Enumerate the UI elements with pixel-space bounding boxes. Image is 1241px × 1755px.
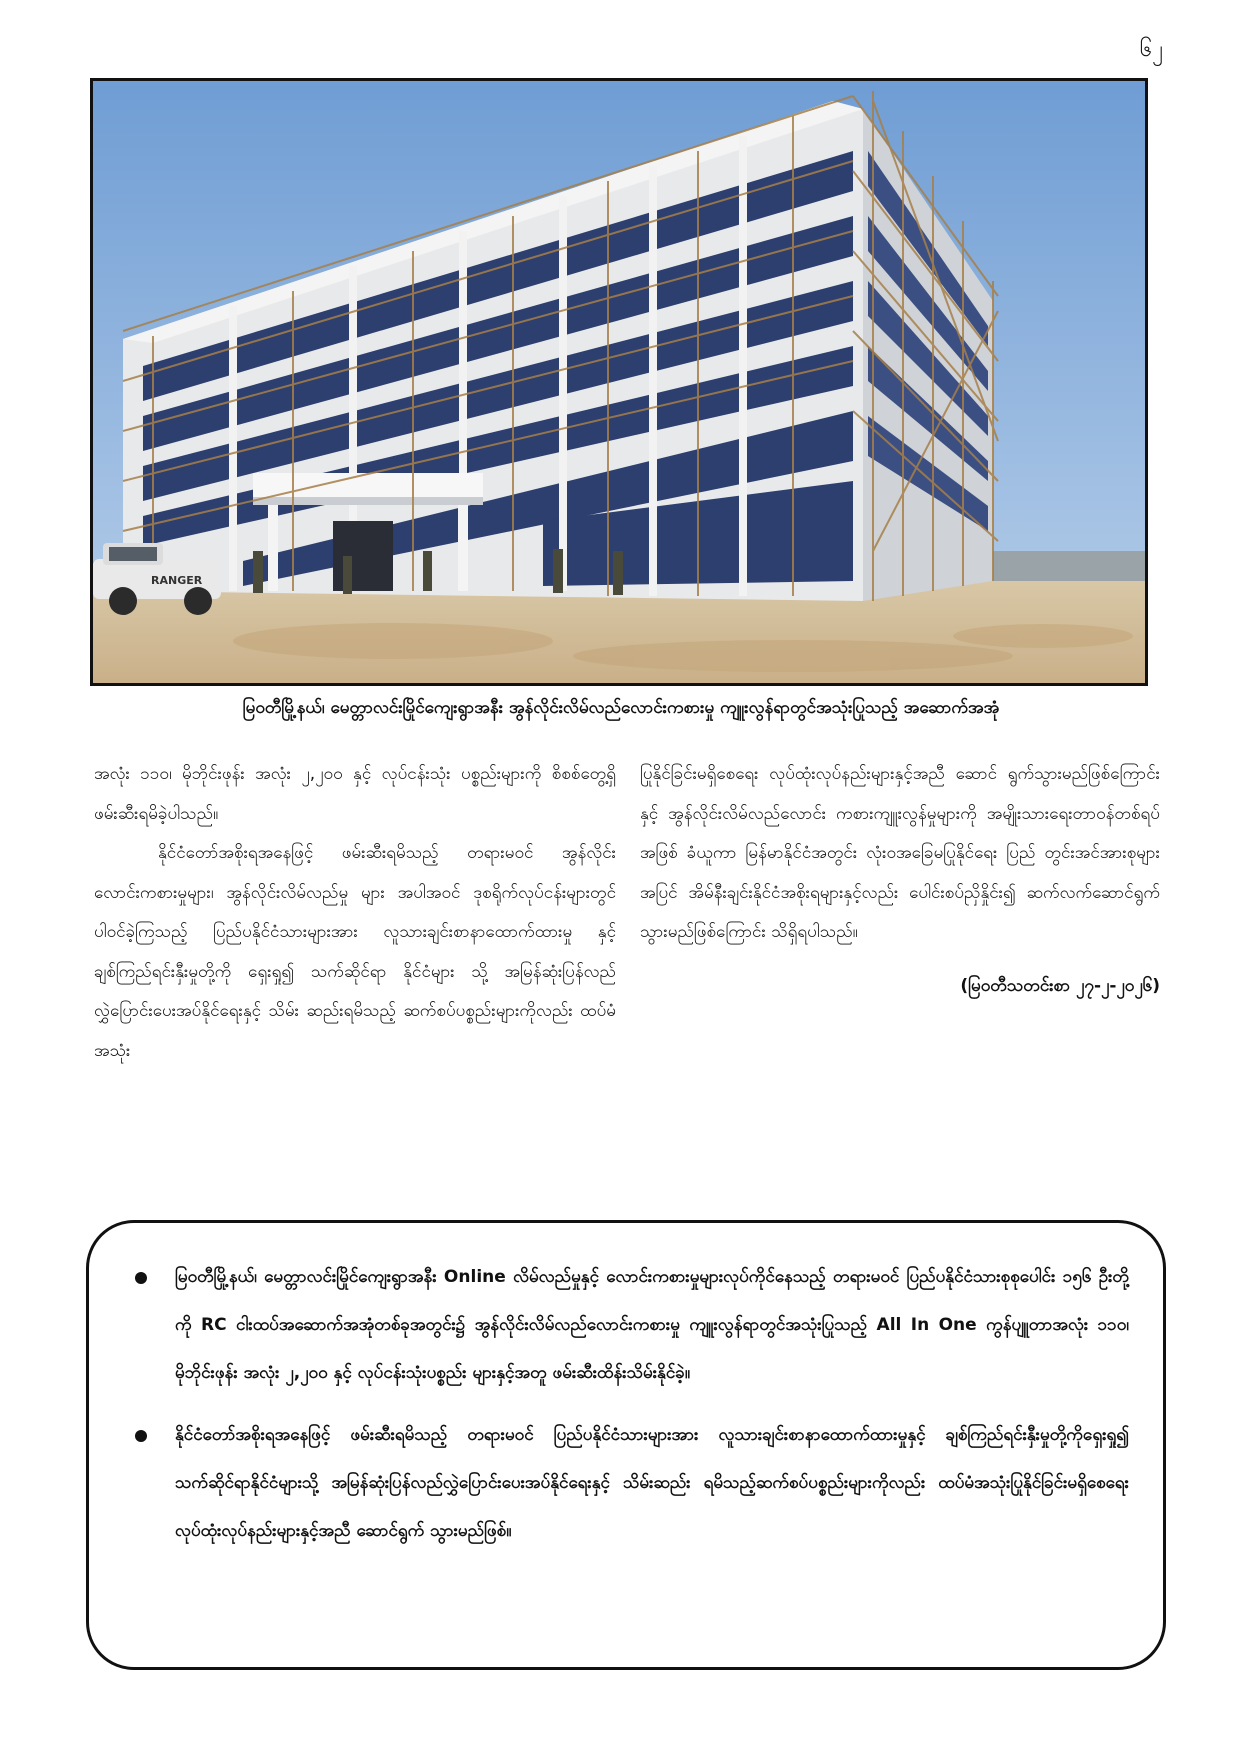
photo-caption: မြဝတီမြို့နယ်၊ မေတ္တာလင်းမြိုင်ကျေးရွာအနီး အွန်လိုင်းလိမ်လည်လောင်းကစားမှု ကျူးလွန်ရာတွင်အသုံးပြုသည့် အဆောက်အအုံ (242, 698, 1000, 718)
article-right-column (640, 755, 1160, 1006)
page-number: ၆၂ (1139, 37, 1163, 62)
summary-bullet-text: မြဝတီမြို့နယ်၊ မေတ္တာလင်းမြိုင်ကျေးရွာအနီး Online လိမ်လည်မှုနှင့် လောင်းကစားမှုများလုပ်ကိုင်နေသည့် တရားမဝင် ပြည်ပနိုင်ငံသားစုစုပေါင်း ၁၅၆ ဦးတို့ကို RC ငါးထပ်အဆောက်အအုံတစ်ခုအတွင်း၌ အွန်လိုင်းလိမ်လည်လောင်းကစားမှု ကျူးလွန်ရာတွင်အသုံးပြုသည့် All In One ကွန်ပျူတာအလုံး ၁၁၀၊ မိုဘိုင်းဖုန်း အလုံး ၂,၂၀၀ နှင့် လုပ်ငန်းသုံးပစ္စည်း များနှင့်အတူ ဖမ်းဆီးထိန်းသိမ်းနိုင်ခဲ့။ (175, 1267, 1129, 1383)
bullet-dot-icon (135, 1430, 147, 1442)
vehicle-label: RANGER (151, 574, 203, 587)
summary-bullet (123, 1253, 1129, 1397)
article-paragraph: ပြုနိုင်ခြင်းမရှိစေရေး လုပ်ထုံးလုပ်နည်းများနှင့်အညီ ဆောင် ရွက်သွားမည်ဖြစ်ကြောင်းနှင့် အွန်လိုင်းလိမ်လည်လောင်း ကစားကျူးလွန်မှုများကို အမျိုးသားရေးတာဝန်တစ်ရပ်အဖြစ် ခံယူကာ မြန်မာနိုင်ငံအတွင်း လုံးဝအခြေမပြုနိုင်ရေး ပြည် တွင်းအင်အားစုများအပြင် အိမ်နီးချင်းနိုင်ငံအစိုးရများနှင့်လည်း ပေါင်းစပ်ညှိနှိုင်း၍ ဆက်လက်ဆောင်ရွက်သွားမည်ဖြစ်ကြောင်း သိရှိရပါသည်။ (640, 764, 1160, 942)
bullet-dot-icon (135, 1272, 147, 1284)
building-photo (90, 78, 1148, 686)
summary-bullet (123, 1411, 1129, 1555)
article-paragraph: နိုင်ငံတော်အစိုးရအနေဖြင့် ဖမ်းဆီးရမိသည့် တရားမဝင် အွန်လိုင်းလောင်းကစားမှုများ၊ အွန်လိုင်းလိမ်လည်မှု များ အပါအဝင် ဒုစရိုက်လုပ်ငန်းများတွင် ပါဝင်ခဲ့ကြသည့် ပြည်ပနိုင်ငံသားများအား လူသားချင်းစာနာထောက်ထားမှု နှင့် ချစ်ကြည်ရင်းနှီးမှုတို့ကို ရှေးရှု၍ သက်ဆိုင်ရာ နိုင်ငံများ သို့ အမြန်ဆုံးပြန်လည်လွှဲပြောင်းပေးအပ်နိုင်ရေးနှင့် သိမ်း ဆည်းရမိသည့် ဆက်စပ်ပစ္စည်းများကိုလည်း ထပ်မံအသုံး (94, 843, 616, 1061)
summary-box (86, 1220, 1166, 1670)
article-paragraph: အလုံး ၁၁၀၊ မိုဘိုင်းဖုန်း အလုံး ၂,၂၀၀ နှင့် လုပ်ငန်းသုံး ပစ္စည်းများကို စိစစ်တွေ့ရှိဖမ်းဆီးရမိခဲ့ပါသည်။ (94, 764, 616, 824)
article-left-column (94, 755, 616, 1071)
summary-bullet-text: နိုင်ငံတော်အစိုးရအနေဖြင့် ဖမ်းဆီးရမိသည့် တရားမဝင် ပြည်ပနိုင်ငံသားများအား လူသားချင်းစာနာထောက်ထားမှုနှင့် ချစ်ကြည်ရင်းနှီးမှုတို့ကိုရှေးရှု၍ သက်ဆိုင်ရာနိုင်ငံများသို့ အမြန်ဆုံးပြန်လည်လွှဲပြောင်းပေးအပ်နိုင်ရေးနှင့် သိမ်းဆည်း ရမိသည့်ဆက်စပ်ပစ္စည်းများကိုလည်း ထပ်မံအသုံးပြုနိုင်ခြင်းမရှိစေရေး လုပ်ထုံးလုပ်နည်းများနှင့်အညီ ဆောင်ရွက် သွားမည်ဖြစ်။ (175, 1425, 1129, 1541)
article-source: (မြဝတီသတင်းစာ ၂၇-၂-၂၀၂၆) (960, 975, 1160, 996)
building-illustration (93, 81, 1145, 683)
